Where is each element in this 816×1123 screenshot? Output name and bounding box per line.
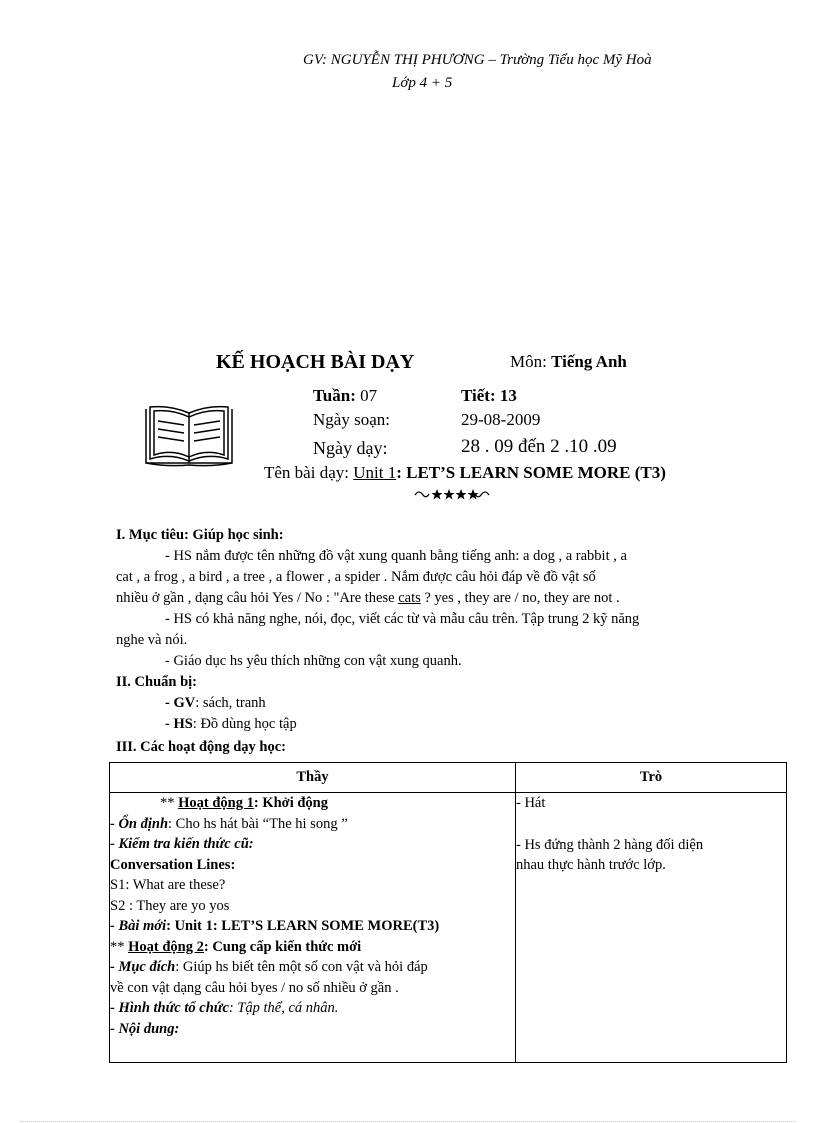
activities-table xyxy=(109,762,787,1063)
ornament-divider xyxy=(413,487,491,501)
noi-dung: - Nội dung: xyxy=(110,1020,180,1037)
conversation-heading: Conversation Lines: xyxy=(110,856,236,873)
teach-date-value: 28 . 09 đến 2 .10 .09 xyxy=(461,436,617,457)
objective-1-line-1: - HS nắm được tên những đồ vật xung quanh bằng tiếng anh: a dog , a rabbit , a xyxy=(165,548,627,564)
week-label: Tuần: xyxy=(313,386,356,405)
week-line xyxy=(313,386,377,406)
kiem-tra: - Kiểm tra kiến thức cũ: xyxy=(110,836,254,852)
lesson-unit: Unit 1 xyxy=(353,463,397,482)
subject-line xyxy=(510,352,627,372)
bai-moi: - Bài mới: Unit 1: LET’S LEARN SOME MORE(T3) xyxy=(110,918,440,934)
prep-date-value: 29-08-2009 xyxy=(461,410,541,429)
prep-hs: - HS: Đồ dùng học tập xyxy=(165,716,297,732)
class-line: Lớp 4 + 5 xyxy=(392,75,453,91)
period-line xyxy=(461,386,517,406)
book-icon xyxy=(142,403,236,469)
objective-1-line-2: cat , a frog , a bird , a tree , a flower , a spider . Nắm được câu hỏi đáp về đồ vật số xyxy=(116,569,596,585)
subject-value: Tiếng Anh xyxy=(551,352,627,371)
period-label: Tiết: xyxy=(461,386,496,405)
period-value: 13 xyxy=(499,386,517,405)
student-hat: - Hát xyxy=(516,795,546,811)
conversation-s2: S2 : They are yo yos xyxy=(110,897,230,914)
activity-1-heading: ** Hoạt động 1: Khởi động xyxy=(160,795,328,811)
col-teacher-header: Thầy xyxy=(110,763,516,793)
prep-date-label: Ngày soạn: xyxy=(313,410,390,429)
prep-heading: II. Chuẩn bị: xyxy=(116,674,197,690)
objective-2-line-1: - HS có khả năng nghe, nói, đọc, viết các từ và mẫu câu trên. Tập trung 2 kỹ năng xyxy=(165,611,640,627)
objective-2-line-2: nghe và nói. xyxy=(116,632,188,648)
lesson-label: Tên bài dạy: xyxy=(264,463,349,482)
page-bottom-rule xyxy=(20,1121,796,1122)
week-value: 07 xyxy=(360,386,378,405)
lesson-line xyxy=(264,463,666,483)
subject-label: Môn: xyxy=(510,352,547,371)
teach-date-label: Ngày dạy: xyxy=(313,438,388,458)
muc-dich-line-2: về con vật dạng câu hỏi byes / no số nhiều ở gần . xyxy=(110,979,399,996)
student-cell xyxy=(516,793,787,1063)
muc-dich-line-1: - Mục đích: Giúp hs biết tên một số con vật và hỏi đáp xyxy=(110,959,428,975)
objectives-heading: I. Mục tiêu: Giúp học sinh: xyxy=(116,527,284,543)
student-line-1: - Hs đứng thành 2 hàng đối diện xyxy=(516,836,704,853)
activities-heading: III. Các hoạt động dạy học: xyxy=(116,739,286,755)
objective-1-line-3: nhiều ở gần , dạng câu hỏi Yes / No : "Are these cats ? yes , they are / no, they are not . xyxy=(116,590,620,606)
teacher-cell xyxy=(110,793,516,1063)
lesson-name: : LET’S LEARN SOME MORE (T3) xyxy=(396,463,666,482)
teacher-header: GV: NGUYỄN THỊ PHƯƠNG – Trường Tiểu học Mỹ Hoà xyxy=(303,52,652,68)
page-title: KẾ HOẠCH BÀI DẠY xyxy=(216,351,415,373)
on-dinh: - Ổn định: Cho hs hát bài “The hi song ” xyxy=(110,815,348,832)
conversation-s1: S1: What are these? xyxy=(110,877,226,893)
col-student-header: Trò xyxy=(516,763,787,793)
student-line-2: nhau thực hành trước lớp. xyxy=(516,857,666,873)
activity-2-heading: ** Hoạt động 2: Cung cấp kiến thức mới xyxy=(110,938,362,955)
hinh-thuc: - Hình thức tổ chức: Tập thể, cá nhân. xyxy=(110,1000,339,1016)
objective-3: - Giáo dục hs yêu thích những con vật xung quanh. xyxy=(165,653,462,669)
prep-gv: - GV: sách, tranh xyxy=(165,695,266,711)
